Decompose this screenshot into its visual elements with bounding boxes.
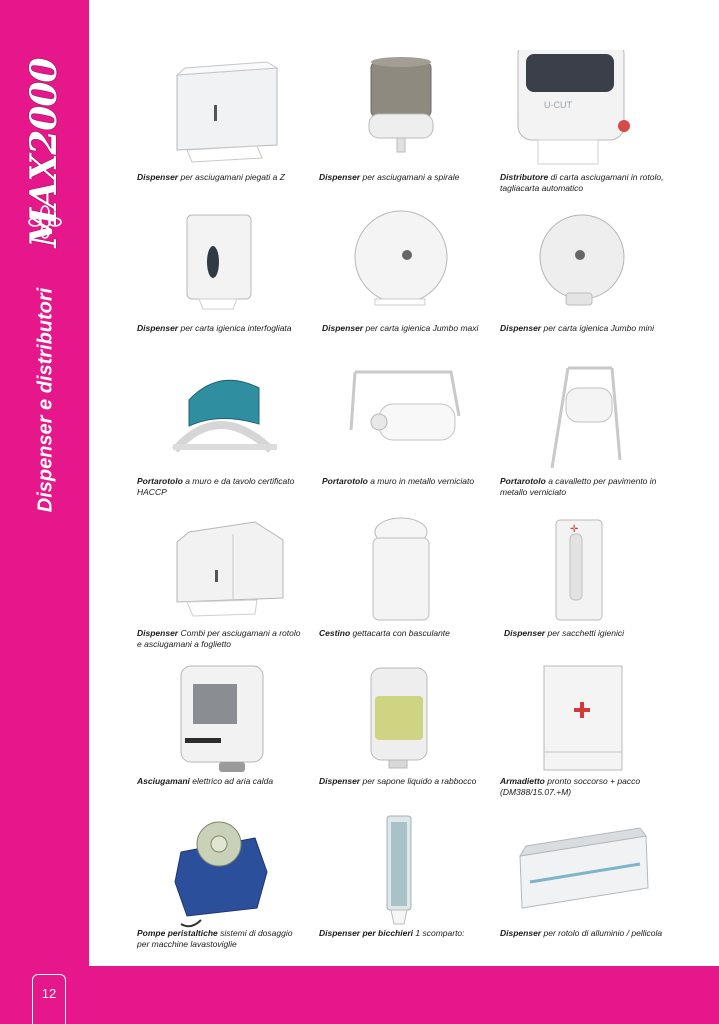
- jumbo-maxi-dispenser-icon: [319, 205, 499, 323]
- page-number: 12: [41, 986, 57, 1001]
- category-title: Dispenser e distributori: [34, 287, 57, 513]
- z-fold-towel-dispenser-icon: [137, 50, 317, 168]
- product-name: Portarotolo: [137, 476, 183, 486]
- product-name: Dispenser: [137, 628, 179, 638]
- interfold-tissue-dispenser-icon: [137, 205, 317, 323]
- svg-text:✛: ✛: [570, 524, 579, 535]
- product-desc: per sacchetti igienici: [547, 628, 625, 638]
- product-name: Armadietto: [500, 776, 545, 786]
- product-name: Distributore: [500, 172, 549, 182]
- product-desc: 1 scomparto:: [415, 928, 465, 938]
- peristaltic-pump-icon: [137, 812, 317, 930]
- product-desc: per carta igienica interfogliata: [180, 323, 292, 333]
- product-desc: elettrico ad aria calda: [192, 776, 274, 786]
- product-name: Dispenser: [137, 323, 179, 333]
- product-name: Cestino: [319, 628, 351, 638]
- product-desc: per asciugamani a spirale: [362, 172, 460, 182]
- waste-bin-icon: [319, 512, 499, 630]
- wall-roll-holder-icon: [319, 360, 499, 478]
- brand-title: MAX2000: [23, 58, 65, 248]
- bottom-band: [0, 966, 719, 1024]
- product-desc: per carta igienica Jumbo maxi: [365, 323, 479, 333]
- product-desc: a muro e da tavolo certificato HACCP: [137, 476, 295, 497]
- product-name: Portarotolo: [322, 476, 368, 486]
- cup-dispenser-icon: [319, 812, 499, 930]
- product-name: Dispenser: [322, 323, 364, 333]
- product-desc: pronto soccorso + pacco (DM388/15.07.+M): [500, 776, 641, 797]
- product-desc: per rotolo di alluminio / pellicola: [543, 928, 663, 938]
- product-name: Dispenser: [137, 172, 179, 182]
- product-name: Dispenser: [500, 928, 542, 938]
- soap-dispenser-icon: [319, 660, 499, 778]
- roll-towel-dispenser-icon: [500, 50, 680, 168]
- product-name: Pompe peristaltiche: [137, 928, 218, 938]
- product-name: Dispenser: [319, 172, 361, 182]
- product-name: Portarotolo: [500, 476, 546, 486]
- first-aid-cabinet-icon: [500, 660, 680, 778]
- combi-dispenser-icon: [137, 512, 317, 630]
- table-roll-holder-icon: [137, 360, 317, 478]
- product-name: Dispenser: [500, 323, 542, 333]
- hygiene-bag-dispenser-icon: [500, 512, 680, 630]
- product-name: Dispenser: [319, 776, 361, 786]
- floor-roll-stand-icon: [500, 360, 680, 478]
- foil-wrap-dispenser-icon: [500, 812, 680, 930]
- product-desc: per asciugamani piegati a Z: [180, 172, 285, 182]
- svg-text:U-CUT: U-CUT: [544, 100, 572, 110]
- product-name: Asciugamani: [137, 776, 190, 786]
- hand-dryer-icon: [137, 660, 317, 778]
- product-name: Dispenser per bicchieri: [319, 928, 414, 938]
- product-desc: di carta asciugamani in rotolo, tagliacarta automatico: [500, 172, 664, 193]
- product-desc: sistemi di dosaggio per macchine lavastoviglie: [137, 928, 293, 949]
- product-desc: Combi per asciugamani a rotolo e asciugamani a foglietto: [137, 628, 301, 649]
- flower-logo-icon: [28, 205, 62, 239]
- jumbo-mini-dispenser-icon: [500, 205, 680, 323]
- product-desc: gettacarta con basculante: [352, 628, 450, 638]
- product-desc: per sapone liquido a rabbocco: [362, 776, 477, 786]
- spiral-towel-dispenser-icon: [319, 50, 499, 168]
- product-name: Dispenser: [504, 628, 546, 638]
- product-desc: a cavalletto per pavimento in metallo verniciato: [500, 476, 657, 497]
- product-desc: a muro in metallo verniciato: [370, 476, 475, 486]
- product-desc: per carta igienica Jumbo mini: [543, 323, 655, 333]
